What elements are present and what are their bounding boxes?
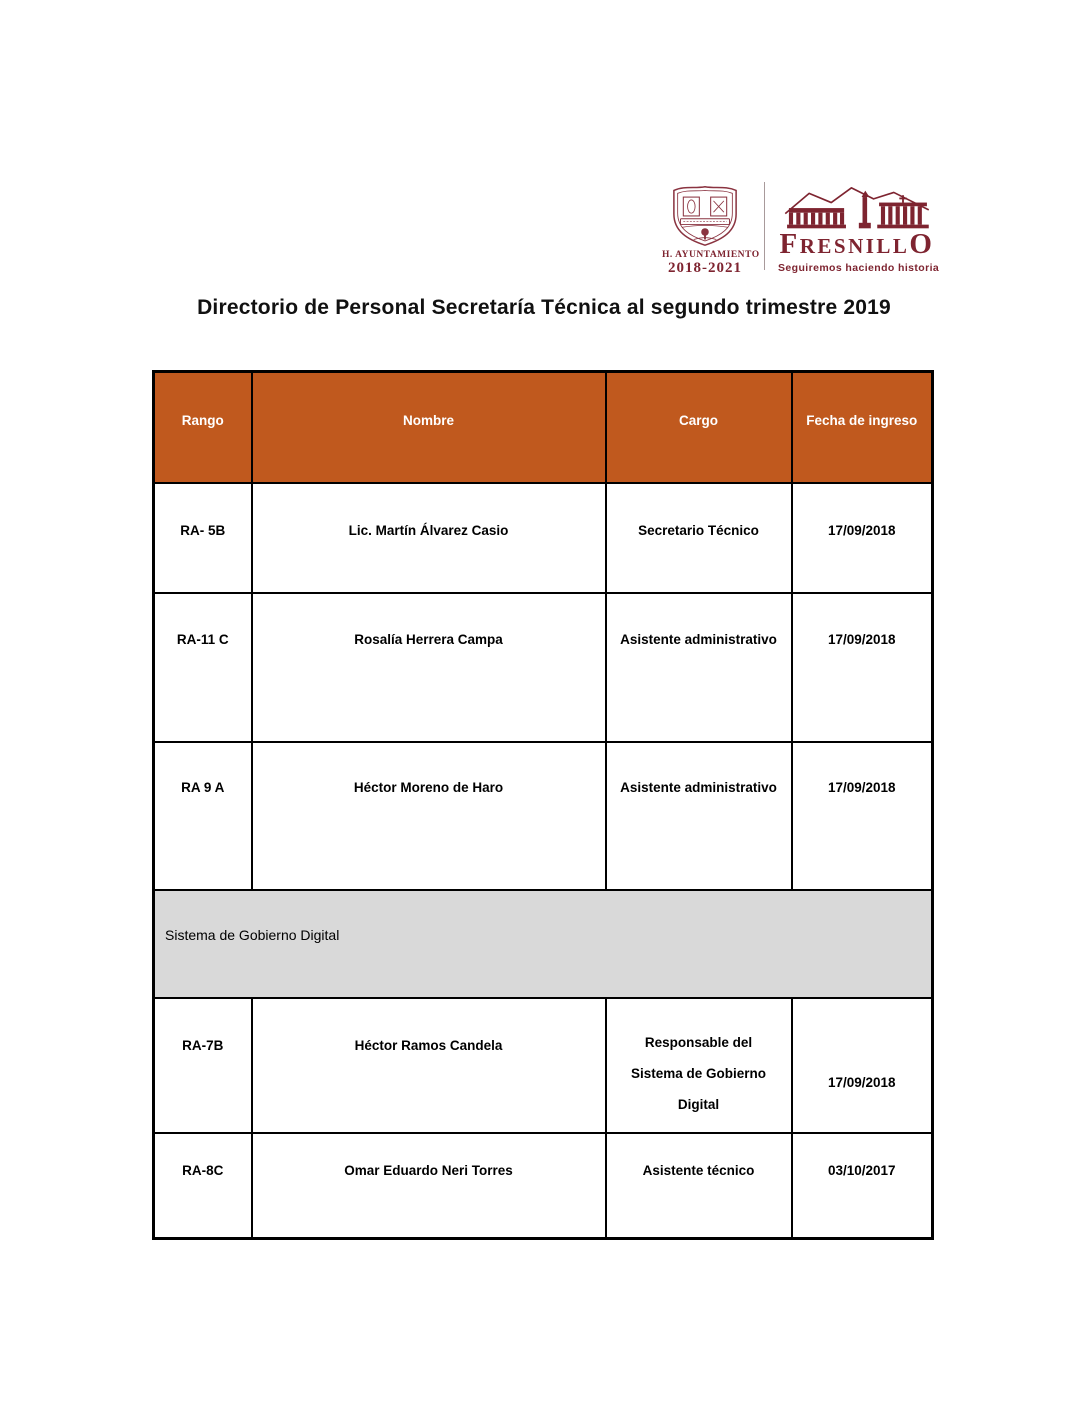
personnel-table bbox=[152, 370, 934, 1240]
crest-caption-line1: H. AYUNTAMIENTO bbox=[662, 250, 760, 260]
table-row bbox=[154, 998, 933, 1133]
column-header-rango: Rango bbox=[154, 372, 252, 483]
ayuntamiento-crest-logo bbox=[662, 182, 760, 277]
page-title: Directorio de Personal Secretaría Técnica al segundo trimestre 2019 bbox=[197, 296, 891, 319]
cell-cargo: Asistente técnico bbox=[606, 1133, 792, 1239]
cell-fecha: 17/09/2018 bbox=[792, 998, 933, 1133]
cell-nombre: Lic. Martín Álvarez Casio bbox=[252, 483, 606, 593]
cell-rango: RA- 5B bbox=[154, 483, 252, 593]
column-header-fecha: Fecha de ingreso bbox=[792, 372, 933, 483]
cell-cargo: Asistente administrativo bbox=[606, 742, 792, 890]
fresnillo-tagline: Seguiremos haciendo historia bbox=[778, 262, 940, 274]
cell-cargo: Asistente administrativo bbox=[606, 593, 792, 742]
cell-rango: RA 9 A bbox=[154, 742, 252, 890]
wordmark-last-letter: O bbox=[909, 228, 935, 260]
cell-fecha: 03/10/2017 bbox=[792, 1133, 933, 1239]
fresnillo-skyline-icon bbox=[781, 186, 933, 232]
table-header-row bbox=[154, 372, 933, 483]
table-row bbox=[154, 1133, 933, 1239]
cell-rango: RA-7B bbox=[154, 998, 252, 1133]
crest-caption-line2: 2018-2021 bbox=[668, 260, 742, 276]
cell-nombre: Rosalía Herrera Campa bbox=[252, 593, 606, 742]
cell-nombre: Héctor Ramos Candela bbox=[252, 998, 606, 1133]
table-row bbox=[154, 593, 933, 742]
fresnillo-wordmark bbox=[778, 230, 936, 263]
section-divider-row bbox=[154, 890, 933, 998]
logo-divider bbox=[764, 182, 765, 270]
cell-nombre: Omar Eduardo Neri Torres bbox=[252, 1133, 606, 1239]
cell-fecha: 17/09/2018 bbox=[792, 742, 933, 890]
fresnillo-logo bbox=[778, 186, 940, 274]
wordmark-middle: RESNILL bbox=[799, 234, 910, 258]
column-header-nombre: Nombre bbox=[252, 372, 606, 483]
section-title: Sistema de Gobierno Digital bbox=[154, 890, 933, 998]
cell-cargo: Secretario Técnico bbox=[606, 483, 792, 593]
cell-fecha: 17/09/2018 bbox=[792, 483, 933, 593]
cell-nombre: Héctor Moreno de Haro bbox=[252, 742, 606, 890]
table-row bbox=[154, 483, 933, 593]
cell-cargo: Responsable del Sistema de Gobierno Digital bbox=[606, 998, 792, 1133]
table-row bbox=[154, 742, 933, 890]
column-header-cargo: Cargo bbox=[606, 372, 792, 483]
cell-fecha: 17/09/2018 bbox=[792, 593, 933, 742]
crest-shield-icon bbox=[666, 182, 744, 248]
wordmark-first-letter: F bbox=[779, 228, 800, 260]
cell-rango: RA-11 C bbox=[154, 593, 252, 742]
cell-rango: RA-8C bbox=[154, 1133, 252, 1239]
